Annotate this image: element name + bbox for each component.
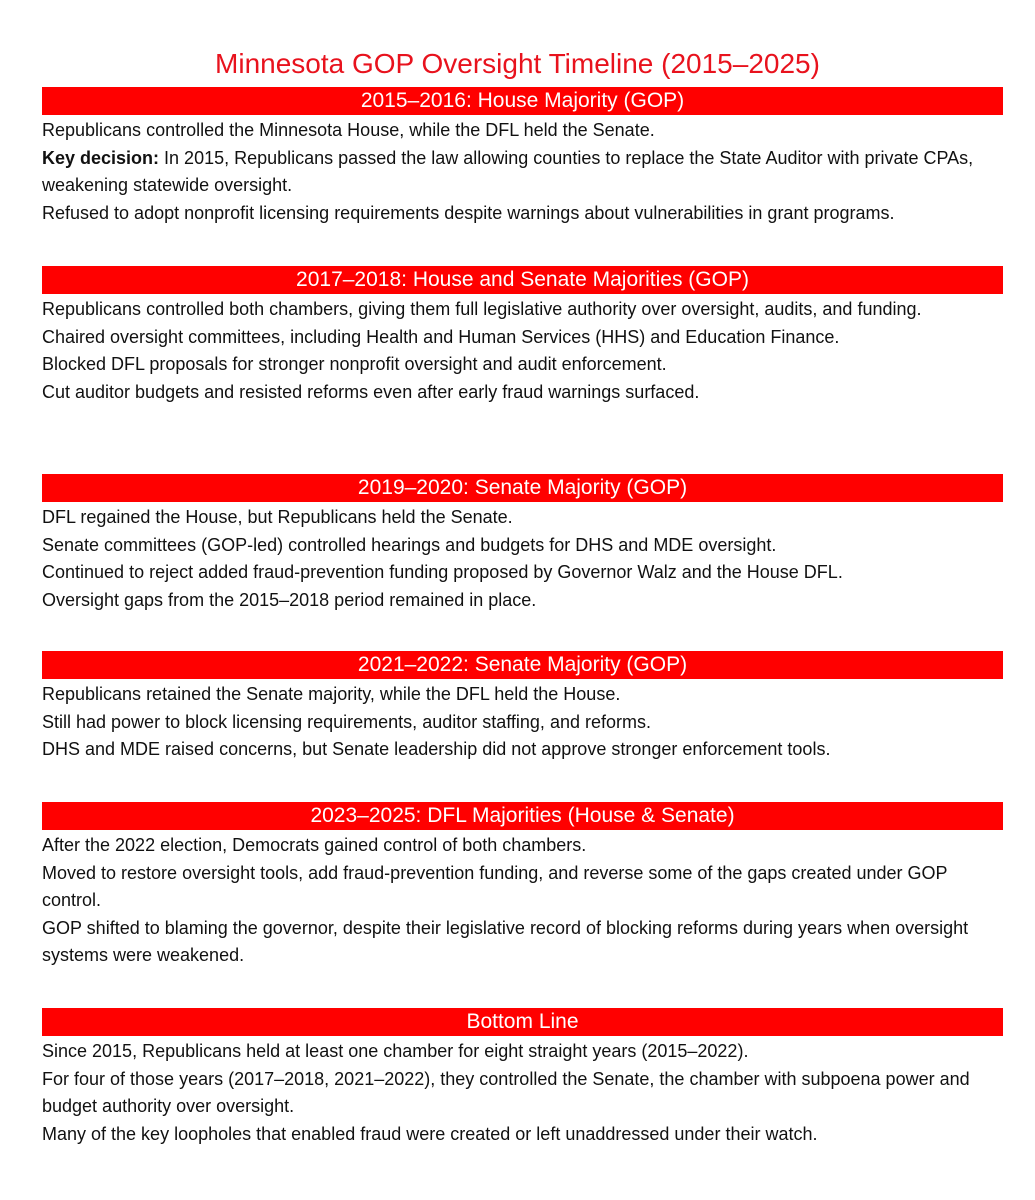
section-2019-2020 bbox=[42, 474, 1003, 614]
section-line: Republicans controlled the Minnesota House, while the DFL held the Senate. bbox=[42, 120, 655, 140]
section-header: 2019–2020: Senate Majority (GOP) bbox=[42, 474, 1003, 502]
section-line: Republicans retained the Senate majority, while the DFL held the House. bbox=[42, 684, 621, 704]
section-header: Bottom Line bbox=[42, 1008, 1003, 1036]
section-line: Cut auditor budgets and resisted reforms even after early fraud warnings surfaced. bbox=[42, 381, 700, 402]
section-body bbox=[42, 681, 1003, 764]
section-line: Senate committees (GOP-led) controlled hearings and budgets for DHS and MDE oversight. bbox=[42, 534, 777, 555]
section-line: Blocked DFL proposals for stronger nonprofit oversight and audit enforcement. bbox=[42, 354, 667, 374]
section-line: GOP shifted to blaming the governor, despite their legislative record of blocking reforms during years when oversight systems were weakened. bbox=[42, 917, 969, 965]
page-title: Minnesota GOP Oversight Timeline (2015–2025) bbox=[215, 48, 820, 79]
section-2017-2018 bbox=[42, 266, 1003, 406]
section-line: After the 2022 election, Democrats gained control of both chambers. bbox=[42, 835, 587, 855]
section-line: Republicans controlled both chambers, giving them full legislative authority over oversight, audits, and funding. bbox=[42, 299, 922, 319]
section-line: DHS and MDE raised concerns, but Senate leadership did not approve stronger enforcement tools. bbox=[42, 739, 831, 759]
section-line: Since 2015, Republicans held at least one chamber for eight straight years (2015–2022). bbox=[42, 1041, 749, 1061]
section-line: Key decision: In 2015, Republicans passed the law allowing counties to replace the State Auditor with private CPAs, weakening statewide oversight. bbox=[42, 147, 974, 195]
section-line: Continued to reject added fraud-prevention funding proposed by Governor Walz and the House DFL. bbox=[42, 562, 843, 582]
section-2023-2025 bbox=[42, 802, 1003, 970]
section-header: 2015–2016: House Majority (GOP) bbox=[42, 87, 1003, 115]
section-body bbox=[42, 504, 1003, 614]
section-body bbox=[42, 832, 1003, 970]
section-line: Moved to restore oversight tools, add fraud-prevention funding, and reverse some of the gaps created under GOP control. bbox=[42, 862, 948, 910]
section-body bbox=[42, 117, 1003, 227]
section-bottom-line bbox=[42, 1008, 1003, 1148]
section-line: Oversight gaps from the 2015–2018 period remained in place. bbox=[42, 589, 537, 610]
section-line: DFL regained the House, but Republicans held the Senate. bbox=[42, 507, 513, 527]
section-header: 2023–2025: DFL Majorities (House & Senate) bbox=[42, 802, 1003, 830]
section-line: Many of the key loopholes that enabled fraud were created or left unaddressed under their watch. bbox=[42, 1123, 818, 1144]
section-line: Refused to adopt nonprofit licensing requirements despite warnings about vulnerabilities in grant programs. bbox=[42, 202, 895, 223]
section-body bbox=[42, 1038, 1003, 1148]
section-header: 2021–2022: Senate Majority (GOP) bbox=[42, 651, 1003, 679]
section-line: Still had power to block licensing requirements, auditor staffing, and reforms. bbox=[42, 711, 651, 732]
section-2021-2022 bbox=[42, 651, 1003, 764]
section-2015-2016 bbox=[42, 87, 1003, 227]
section-line: Chaired oversight committees, including Health and Human Services (HHS) and Education Finance. bbox=[42, 326, 840, 347]
section-line: For four of those years (2017–2018, 2021–2022), they controlled the Senate, the chamber with subpoena power and budget authority over oversight. bbox=[42, 1068, 970, 1116]
key-decision-label: Key decision: bbox=[42, 147, 160, 168]
section-body bbox=[42, 296, 1003, 406]
section-header: 2017–2018: House and Senate Majorities (GOP) bbox=[42, 266, 1003, 294]
